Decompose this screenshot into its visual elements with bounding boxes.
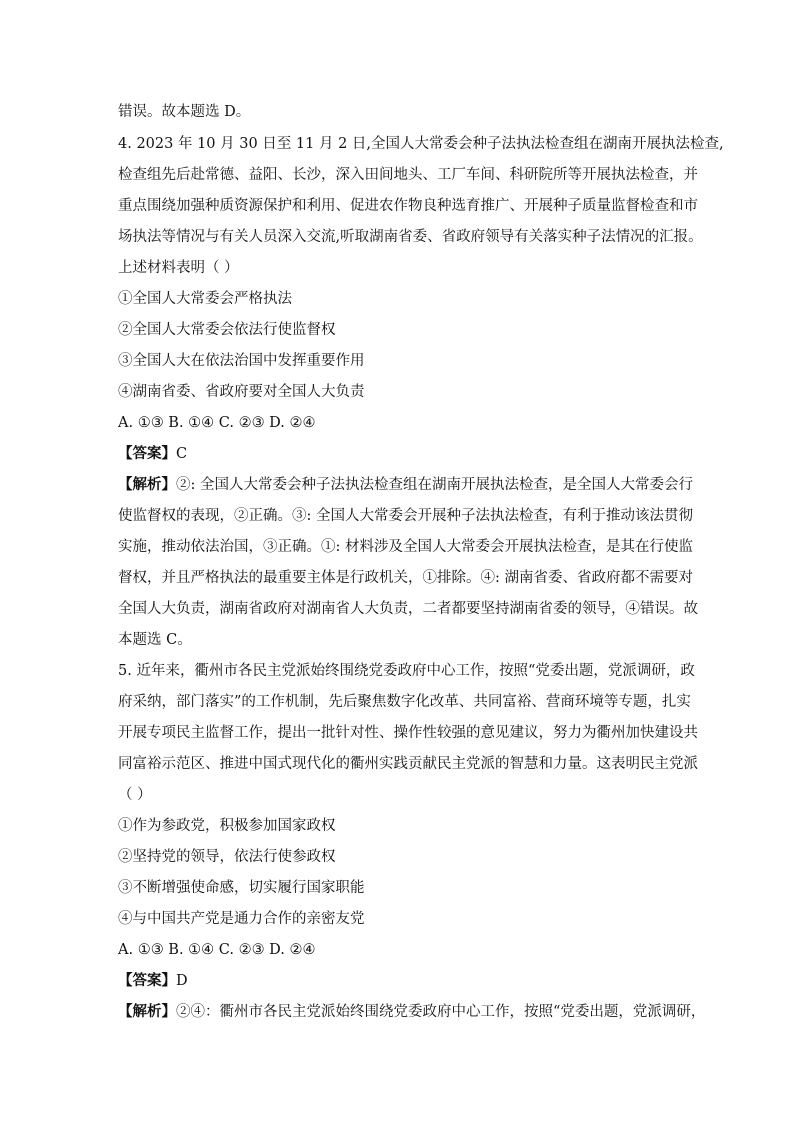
question-5-stem: 5. 近年来，衢州市各民主党派始终围绕党委政府中心工作，按照“党委出题，党派调研，政 [118,663,695,679]
text-line: 重点围绕加强种质资源保护和利用、促进农作物良种选育推广、开展种子质量监督检查和市 [118,198,698,214]
option-statement: ①作为参政党，积极参加国家政权 [118,818,336,834]
text-line: 开展专项民主监督工作，提出一批针对性、操作性较强的意见建议，努力为衢州加快建设共 [118,725,698,741]
text-line: 检查组先后赴常德、益阳、长沙，深入田间地头、工厂车间、科研院所等开展执法检查，并 [118,167,698,183]
text-line: （ ） [118,787,152,803]
text-line: 全国人大负责，湖南省政府对湖南省人大负责，二者都要坚持湖南省委的领导，④错误。故 [118,601,698,617]
text-line: 实施，推动依法治国，③正确。①: 材料涉及全国人大常委会开展执法检查，是其在行使监 [118,539,693,555]
option-statement: ③全国人大在依法治国中发挥重要作用 [118,353,365,369]
option-statement: ③不断增强使命感，切实履行国家职能 [118,880,365,896]
answer-label: 【答案】 [118,972,176,989]
text-line: 使监督权的表现，②正确。③: 全国人大常委会开展种子法执法检查，有利于推动该法贯彻 [118,508,693,524]
answer-line: 【答案】C [118,445,188,462]
text-line: 督权，并且严格执法的最重要主体是行政机关，①排除。④: 湖南省委、省政府都不需要对 [118,570,693,586]
analysis-line: 【解析】②④：衢州市各民主党派始终围绕党委政府中心工作，按照“党委出题，党派调研， [118,1003,706,1020]
text-line: 本题选 C。 [118,632,192,648]
option-statement: ④与中国共产党是通力合作的亲密友党 [118,911,365,927]
text-line: 上述材料表明（ ） [118,260,239,276]
option-statement: ①全国人大常委会严格执法 [118,291,292,307]
answer-choices: A. ①③ B. ①④ C. ②③ D. ②④ [118,942,316,958]
text-line: 场执法等情况与有关人员深入交流,听取湖南省委、省政府领导有关落实种子法情况的汇报。 [118,229,703,245]
analysis-label: 【解析】 [118,1003,176,1020]
option-statement: ④湖南省委、省政府要对全国人大负责 [118,384,365,400]
answer-choices: A. ①③ B. ①④ C. ②③ D. ②④ [118,415,316,431]
text-line: 错误。故本题选 D。 [118,104,251,120]
answer-line: 【答案】D [118,972,188,989]
option-statement: ②全国人大常委会依法行使监督权 [118,322,336,338]
analysis-line: 【解析】②: 全国人大常委会种子法执法检查组在湖南开展执法检查，是全国人大常委会行 [118,476,693,493]
analysis-label: 【解析】 [118,476,176,493]
text-line: 同富裕示范区、推进中国式现代化的衢州实践贡献民主党派的智慧和力量。这表明民主党派 [118,756,698,772]
question-4-stem: 4. 2023 年 10 月 30 日至 11 月 2 日,全国人大常委会种子法执法检查组在湖南开展执法检查, [118,136,724,152]
option-statement: ②坚持党的领导，依法行使参政权 [118,849,336,865]
text-line: 府采纳，部门落实”的工作机制，先后聚焦数字化改革、共同富裕、营商环境等专题，扎实 [118,694,691,710]
answer-label: 【答案】 [118,445,176,462]
